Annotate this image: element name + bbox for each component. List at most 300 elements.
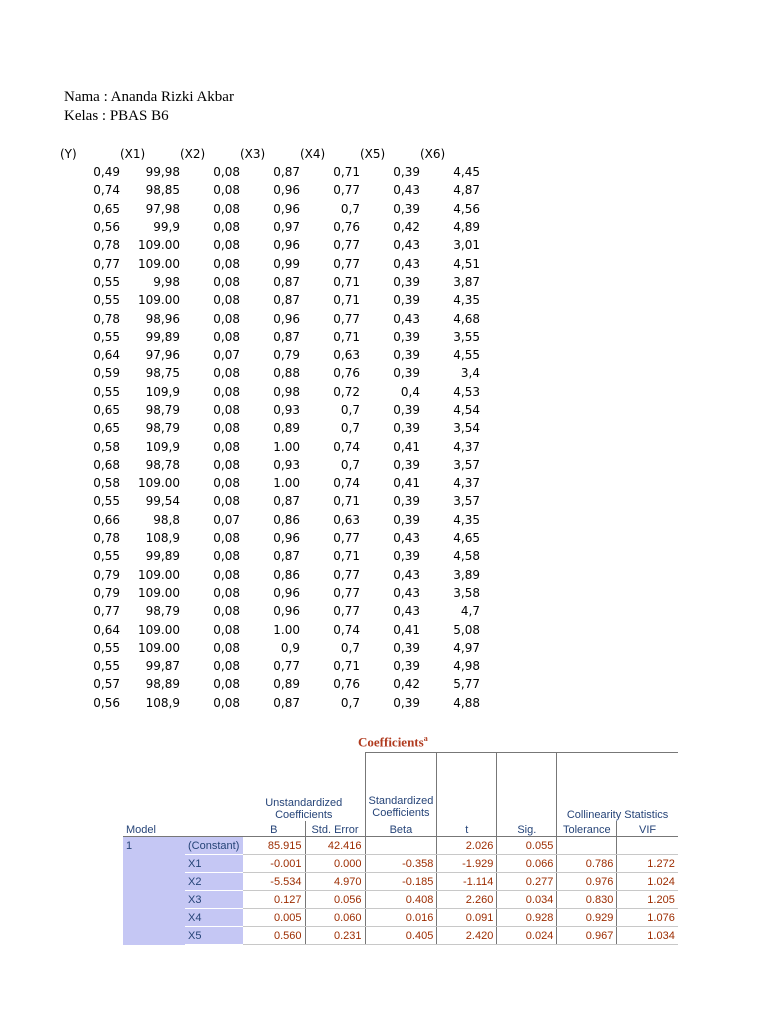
table-row (60, 584, 480, 602)
table-cell: 98,96 (145, 311, 180, 326)
coef-cell-beta: 0.405 (365, 927, 437, 945)
table-cell: 0,76 (333, 220, 360, 235)
coef-cell-b: -0.001 (243, 855, 305, 873)
table-cell: 98,79 (145, 403, 180, 417)
table-cell: 0,7 (340, 457, 360, 472)
table-cell: 0,39 (393, 549, 420, 564)
coef-row (123, 873, 678, 891)
table-cell: 98,78 (145, 457, 180, 472)
table-cell: 0,55 (93, 274, 120, 289)
coef-cell-se: 0.060 (305, 909, 365, 927)
table-cell: 4,68 (453, 311, 480, 326)
column-header: (X6) (420, 147, 446, 161)
coef-cell-se: 4.970 (305, 873, 365, 891)
column-header: (X1) (120, 147, 146, 161)
coef-cell-tol (557, 837, 617, 855)
coef-cell-t: 2.026 (437, 837, 497, 855)
table-cell: 0,42 (393, 220, 420, 235)
table-cell: 0,56 (93, 220, 120, 235)
table-cell: 0,78 (93, 238, 120, 253)
coefficients-table (123, 752, 678, 945)
table-cell: 0,96 (273, 531, 300, 546)
table-row (60, 474, 480, 492)
table-cell: 0,59 (93, 366, 120, 381)
table-cell: 0,08 (213, 585, 240, 600)
table-row (60, 602, 480, 620)
table-cell: 4,55 (453, 348, 480, 363)
table-cell: 0,43 (393, 311, 420, 326)
table-cell: 0,97 (273, 220, 300, 235)
model-number (123, 909, 185, 927)
table-row (60, 181, 480, 199)
table-cell: 98,89 (145, 677, 180, 692)
coef-cell-b: -5.534 (243, 873, 305, 891)
table-cell: 4,51 (453, 256, 480, 271)
table-cell: 0,71 (333, 329, 360, 344)
table-cell: 0,77 (333, 311, 360, 326)
coef-row (123, 927, 678, 945)
table-row (60, 218, 480, 236)
table-row (60, 273, 480, 291)
table-cell: 0,41 (393, 439, 420, 454)
table-cell: 109.00 (138, 476, 180, 491)
table-cell: 0,98 (273, 384, 300, 399)
table-cell: 4,58 (453, 549, 480, 564)
table-cell: 0,08 (213, 421, 240, 436)
table-cell: 0,39 (393, 659, 420, 674)
table-cell: 0,77 (333, 238, 360, 253)
table-cell: 0,79 (93, 567, 120, 582)
table-cell: 0,77 (333, 585, 360, 600)
table-row (60, 437, 480, 455)
table-cell: 5,08 (453, 622, 480, 637)
table-cell: 0,87 (273, 695, 300, 710)
column-header: (X3) (240, 147, 266, 161)
table-cell: 0,58 (93, 476, 120, 491)
table-cell: 0,64 (93, 348, 120, 363)
table-cell: 4,65 (453, 531, 480, 546)
table-row (60, 236, 480, 254)
table-cell: 0,96 (273, 604, 300, 619)
table-cell: 0,96 (273, 585, 300, 600)
table-cell: 98,79 (145, 604, 180, 619)
coef-cell-sig: 0.066 (497, 855, 557, 873)
table-cell: 0,08 (213, 403, 240, 417)
table-row (60, 492, 480, 510)
table-cell: 0,08 (213, 201, 240, 216)
predictor-label: X1 (185, 855, 243, 873)
predictor-label: (Constant) (185, 837, 243, 855)
table-cell: 0,63 (333, 512, 360, 527)
table-cell: 0,87 (273, 274, 300, 289)
table-cell: 0,39 (393, 695, 420, 710)
column-header: (X5) (360, 147, 386, 161)
coef-cell-tol: 0.929 (557, 909, 617, 927)
table-cell: 0,58 (93, 439, 120, 454)
table-cell: 3,57 (453, 457, 480, 472)
table-cell: 1.00 (273, 476, 300, 491)
table-cell: 0,08 (213, 549, 240, 564)
table-cell: 3,57 (453, 494, 480, 509)
table-cell: 9,98 (153, 274, 180, 289)
table-row (60, 566, 480, 584)
coef-cell-sig: 0.928 (497, 909, 557, 927)
table-cell: 0,08 (213, 238, 240, 253)
coef-cell-t: -1.929 (437, 855, 497, 873)
coef-cell-vif: 1.076 (617, 909, 678, 927)
table-cell: 4,7 (460, 604, 480, 619)
table-cell: 5,77 (453, 677, 480, 692)
table-cell: 0,86 (273, 567, 300, 582)
table-cell: 4,97 (453, 640, 480, 655)
table-cell: 0,07 (213, 512, 240, 527)
data-table-body (60, 163, 480, 712)
table-cell: 0,39 (393, 274, 420, 289)
coef-cell-b: 0.560 (243, 927, 305, 945)
coef-row (123, 837, 678, 855)
table-cell: 0,08 (213, 604, 240, 619)
table-cell: 4,37 (453, 476, 480, 491)
table-cell: 0,68 (93, 457, 120, 472)
table-cell: 0,99 (273, 256, 300, 271)
table-cell: 0,08 (213, 274, 240, 289)
coef-cell-t: 2.260 (437, 891, 497, 909)
se-header: Std. Error (305, 821, 365, 837)
table-cell: 0,96 (273, 201, 300, 216)
table-row (60, 328, 480, 346)
table-cell: 0,43 (393, 567, 420, 582)
table-cell: 0,71 (333, 494, 360, 509)
table-cell: 0,08 (213, 695, 240, 710)
table-cell: 0,08 (213, 366, 240, 381)
table-cell: 0,64 (93, 622, 120, 637)
table-cell: 0,77 (333, 604, 360, 619)
table-cell: 0,7 (340, 201, 360, 216)
table-cell: 0,87 (273, 549, 300, 564)
table-cell: 0,74 (333, 439, 360, 454)
coefficients-title: Coefficients$^a$ (358, 734, 428, 750)
table-cell: 0,39 (393, 165, 420, 180)
table-cell: 0,55 (93, 659, 120, 674)
table-cell: 109.00 (138, 585, 180, 600)
table-row (60, 309, 480, 327)
table-cell: 0,08 (213, 622, 240, 637)
table-cell: 0,96 (273, 311, 300, 326)
table-cell: 0,93 (273, 457, 300, 472)
model-number (123, 891, 185, 909)
table-cell: 0,07 (213, 348, 240, 363)
table-cell: 0,9 (280, 640, 300, 655)
table-cell: 4,45 (453, 165, 480, 180)
coef-cell-t: 2.420 (437, 927, 497, 945)
coef-cell-sig: 0.055 (497, 837, 557, 855)
table-cell: 0,08 (213, 567, 240, 582)
coef-cell-se: 0.056 (305, 891, 365, 909)
table-cell: 0,42 (393, 677, 420, 692)
table-cell: 97,98 (145, 201, 180, 216)
table-cell: 0,39 (393, 403, 420, 417)
coef-cell-beta: -0.358 (365, 855, 437, 873)
table-cell: 98,79 (145, 421, 180, 436)
table-row (60, 200, 480, 218)
coef-cell-tol: 0.976 (557, 873, 617, 891)
table-cell: 0,43 (393, 183, 420, 198)
table-cell: 0,39 (393, 366, 420, 381)
table-cell: 4,35 (453, 293, 480, 308)
table-cell: 0,71 (333, 274, 360, 289)
table-cell: 0,65 (93, 421, 120, 436)
table-cell: 99,9 (153, 220, 180, 235)
table-row (60, 547, 480, 565)
vif-header: VIF (639, 824, 657, 836)
table-cell: 3,01 (453, 238, 480, 253)
table-cell: 4,54 (453, 403, 480, 417)
predictor-label: X4 (185, 909, 243, 927)
table-cell: 0,55 (93, 549, 120, 564)
table-cell: 0,74 (333, 476, 360, 491)
table-cell: 109.00 (138, 238, 180, 253)
model-header: Model (126, 824, 156, 836)
coef-cell-beta: 0.016 (365, 909, 437, 927)
table-row (60, 620, 480, 638)
coef-cell-beta: 0.408 (365, 891, 437, 909)
table-cell: 0,78 (93, 531, 120, 546)
coef-cell-tol: 0.786 (557, 855, 617, 873)
data-table-header (60, 145, 480, 163)
table-cell: 99,98 (145, 165, 180, 180)
coef-cell-beta: -0.185 (365, 873, 437, 891)
coef-cell-se: 42.416 (305, 837, 365, 855)
table-cell: 0,7 (340, 695, 360, 710)
table-cell: 4,89 (453, 220, 480, 235)
table-cell: 3,89 (453, 567, 480, 582)
coef-cell-b: 85.915 (243, 837, 305, 855)
table-cell: 0,89 (273, 677, 300, 692)
table-cell: 1.00 (273, 439, 300, 454)
table-cell: 109.00 (138, 256, 180, 271)
table-cell: 4,88 (453, 695, 480, 710)
table-cell: 0,87 (273, 165, 300, 180)
model-number (123, 927, 185, 945)
table-cell: 99,54 (145, 494, 180, 509)
coef-cell-tol: 0.830 (557, 891, 617, 909)
std-header: Standardized Coefficients (365, 753, 437, 821)
sig-header: Sig. (497, 821, 557, 837)
table-cell: 0,08 (213, 494, 240, 509)
table-row (60, 364, 480, 382)
table-cell: 0,96 (273, 238, 300, 253)
coef-cell-se: 0.000 (305, 855, 365, 873)
table-cell: 0,77 (333, 567, 360, 582)
table-row (60, 254, 480, 272)
table-cell: 0,39 (393, 348, 420, 363)
table-cell: 0,57 (93, 677, 120, 692)
table-cell: 0,79 (93, 585, 120, 600)
table-cell: 0,78 (93, 311, 120, 326)
table-cell: 0,43 (393, 256, 420, 271)
table-cell: 0,77 (93, 256, 120, 271)
table-cell: 0,89 (273, 421, 300, 436)
table-row (60, 657, 480, 675)
table-cell: 0,43 (393, 531, 420, 546)
table-cell: 0,08 (213, 183, 240, 198)
table-cell: 0,87 (273, 494, 300, 509)
table-row (60, 694, 480, 712)
table-cell: 0,71 (333, 293, 360, 308)
table-cell: 0,39 (393, 457, 420, 472)
table-cell: 0,77 (93, 604, 120, 619)
student-name: Nama : Ananda Rizki Akbar (64, 89, 234, 105)
table-cell: 109.00 (138, 293, 180, 308)
table-cell: 0,49 (93, 165, 120, 180)
column-header: (X2) (180, 147, 206, 161)
beta-header: Beta (365, 821, 437, 837)
table-cell: 0,7 (340, 403, 360, 417)
coef-cell-vif: 1.034 (617, 927, 678, 945)
coef-cell-b: 0.005 (243, 909, 305, 927)
table-cell: 0,08 (213, 457, 240, 472)
table-cell: 0,74 (333, 622, 360, 637)
table-cell: 0,08 (213, 329, 240, 344)
coef-row (123, 891, 678, 909)
table-cell: 0,55 (93, 329, 120, 344)
table-cell: 98,8 (153, 512, 180, 527)
table-cell: 0,39 (393, 293, 420, 308)
model-number: 1 (123, 837, 185, 855)
table-cell: 0,43 (393, 585, 420, 600)
model-number (123, 873, 185, 891)
table-row (60, 511, 480, 529)
tolerance-header: Tolerance (557, 821, 617, 837)
table-cell: 109.00 (138, 622, 180, 637)
table-cell: 0,08 (213, 165, 240, 180)
table-cell: 0,79 (273, 348, 300, 363)
table-cell: 0,08 (213, 677, 240, 692)
table-cell: 4,98 (453, 659, 480, 674)
table-cell: 0,08 (213, 531, 240, 546)
b-header: B (243, 821, 305, 837)
table-cell: 0,7 (340, 421, 360, 436)
table-row (60, 291, 480, 309)
coef-cell-vif: 1.205 (617, 891, 678, 909)
predictor-label: X3 (185, 891, 243, 909)
coef-cell-vif (617, 837, 678, 855)
table-cell: 108,9 (145, 531, 180, 546)
table-cell: 0,72 (333, 384, 360, 399)
table-cell: 0,41 (393, 476, 420, 491)
table-cell: 0,39 (393, 421, 420, 436)
coef-cell-beta (365, 837, 437, 855)
table-cell: 3,87 (453, 274, 480, 289)
table-cell: 0,96 (273, 183, 300, 198)
table-cell: 4,53 (453, 384, 480, 399)
table-cell: 0,63 (333, 348, 360, 363)
table-cell: 3,55 (453, 329, 480, 344)
table-row (60, 639, 480, 657)
table-cell: 0,55 (93, 293, 120, 308)
table-cell: 0,08 (213, 311, 240, 326)
data-table (60, 145, 480, 712)
coef-cell-b: 0.127 (243, 891, 305, 909)
table-cell: 0,77 (333, 531, 360, 546)
table-cell: 0,77 (333, 256, 360, 271)
table-cell: 4,35 (453, 512, 480, 527)
table-cell: 3,4 (460, 366, 480, 381)
collin-header: Collinearity Statistics (557, 753, 678, 821)
table-cell: 0,74 (93, 183, 120, 198)
table-cell: 0,76 (333, 366, 360, 381)
table-cell: 0,93 (273, 403, 300, 417)
table-row (60, 675, 480, 693)
predictor-label: X2 (185, 873, 243, 891)
table-cell: 0,08 (213, 640, 240, 655)
table-cell: 4,56 (453, 201, 480, 216)
table-cell: 99,87 (145, 659, 180, 674)
table-cell: 0,87 (273, 329, 300, 344)
table-cell: 0,08 (213, 659, 240, 674)
t-header: t (437, 821, 497, 837)
table-cell: 0,08 (213, 256, 240, 271)
table-cell: 0,65 (93, 201, 120, 216)
table-cell: 4,87 (453, 183, 480, 198)
coef-cell-sig: 0.277 (497, 873, 557, 891)
coef-row (123, 909, 678, 927)
table-cell: 0,56 (93, 695, 120, 710)
coef-cell-t: 0.091 (437, 909, 497, 927)
table-cell: 0,08 (213, 476, 240, 491)
table-cell: 108,9 (145, 695, 180, 710)
table-cell: 109,9 (145, 439, 180, 454)
table-cell: 0,41 (393, 622, 420, 637)
table-cell: 109,9 (145, 384, 180, 399)
table-cell: 3,58 (453, 585, 480, 600)
table-cell: 0,39 (393, 512, 420, 527)
coef-cell-t: -1.114 (437, 873, 497, 891)
table-row (60, 419, 480, 437)
table-cell: 0,88 (273, 366, 300, 381)
table-cell: 0,08 (213, 293, 240, 308)
table-cell: 0,39 (393, 201, 420, 216)
table-cell: 0,65 (93, 403, 120, 417)
table-cell: 0,55 (93, 640, 120, 655)
student-class: Kelas : PBAS B6 (64, 108, 169, 124)
table-cell: 109.00 (138, 640, 180, 655)
table-cell: 0,76 (333, 677, 360, 692)
predictor-label: X5 (185, 927, 243, 945)
table-cell: 0,08 (213, 384, 240, 399)
table-row (60, 163, 480, 181)
table-cell: 0,7 (340, 640, 360, 655)
table-cell: 0,71 (333, 165, 360, 180)
table-cell: 0,43 (393, 238, 420, 253)
coef-cell-se: 0.231 (305, 927, 365, 945)
table-cell: 1.00 (273, 622, 300, 637)
coef-cell-vif: 1.024 (617, 873, 678, 891)
table-cell: 4,37 (453, 439, 480, 454)
table-cell: 0,66 (93, 512, 120, 527)
table-cell: 98,75 (145, 366, 180, 381)
coef-cell-sig: 0.034 (497, 891, 557, 909)
table-row (60, 529, 480, 547)
table-row (60, 456, 480, 474)
table-row (60, 346, 480, 364)
model-number (123, 855, 185, 873)
table-cell: 0,4 (400, 384, 420, 399)
table-cell: 97,96 (145, 348, 180, 363)
coef-cell-tol: 0.967 (557, 927, 617, 945)
table-cell: 0,77 (273, 659, 300, 674)
table-cell: 99,89 (145, 549, 180, 564)
